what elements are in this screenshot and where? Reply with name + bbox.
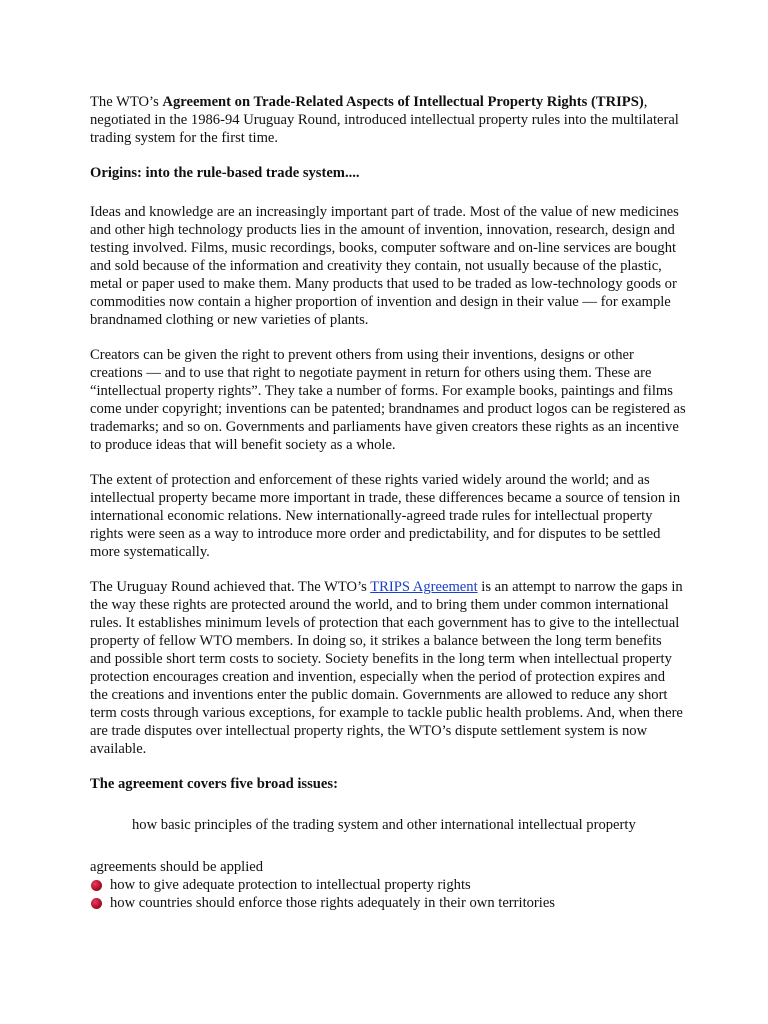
document-body <box>90 93 686 912</box>
list-item-text: how countries should enforce those rights adequately in their own territories <box>110 895 555 911</box>
trips-title: Agreement on Trade-Related Aspects of Intellectual Property Rights (TRIPS) <box>162 94 644 110</box>
list-item <box>90 894 686 912</box>
bullet-icon <box>91 880 102 891</box>
intro-paragraph <box>90 93 686 147</box>
list-item <box>90 876 686 894</box>
list-item-text: how to give adequate protection to intellectual property rights <box>110 877 471 893</box>
uruguay-suffix: is an attempt to narrow the gaps in the way these rights are protected around the world, and to bring them under common international rules. It establishes minimum levels of protection that each government has to give to the intellectual property of fellow WTO members. In doing so, it strikes a balance between the long term benefits and possible short term costs to society. Society benefits in the long term when intellectual property protection encourages creation and invention, especially when the period of protection expires and the creations and inventions enter the public domain. Governments are allowed to reduce any short term costs through various exceptions, for example to tackle public health problems. And, when there are trade disputes over intellectual property rights, the WTO’s dispute settlement system is now available. <box>90 579 683 757</box>
origins-heading: Origins: into the rule-based trade system.... <box>90 165 360 181</box>
uruguay-prefix: The Uruguay Round achieved that. The WTO’s <box>90 579 371 595</box>
bullet-icon <box>91 898 102 909</box>
trips-agreement-link[interactable]: TRIPS Agreement <box>370 579 478 595</box>
paragraph-uruguay <box>90 578 686 758</box>
intro-prefix: The WTO’s <box>90 94 163 110</box>
intro-suffix: , negotiated in the 1986-94 Uruguay Round, introduced intellectual property rules into the multilateral trading system for the first time. <box>90 94 679 146</box>
issue-first-line: how basic principles of the trading system and other international intellectual property <box>132 817 636 833</box>
paragraph-ideas: Ideas and knowledge are an increasingly important part of trade. Most of the value of new medicines and other high technology products lies in the amount of invention, innovation, research, design and testing involved. Films, music recordings, books, computer software and on-line services are bought and sold because of the information and creativity they contain, not usually because of the plastic, metal or paper used to make them. Many products that used to be traded as low-technology goods or commodities now contain a higher proportion of invention and design in their value — for example brandnamed clothing or new varieties of plants. <box>90 204 679 328</box>
paragraph-creators: Creators can be given the right to prevent others from using their inventions, designs or other creations — and to use that right to negotiate payment in return for others using them. These are “intellectual property rights”. They take a number of forms. For example books, paintings and films come under copyright; inventions can be patented; brandnames and product logos can be registered as trademarks; and so on. Governments and parliaments have given creators these rights as an incentive to produce ideas that will benefit society as a whole. <box>90 347 686 453</box>
covers-heading: The agreement covers five broad issues: <box>90 776 338 792</box>
issues-bullet-list <box>90 876 686 912</box>
paragraph-protection: The extent of protection and enforcement of these rights varied widely around the world; and as intellectual property became more important in trade, these differences became a source of tension in international economic relations. New internationally-agreed trade rules for intellectual property rights were seen as a way to introduce more order and predictability, and for disputes to be settled more systematically. <box>90 472 681 560</box>
issue-first-continued: agreements should be applied <box>90 859 264 875</box>
